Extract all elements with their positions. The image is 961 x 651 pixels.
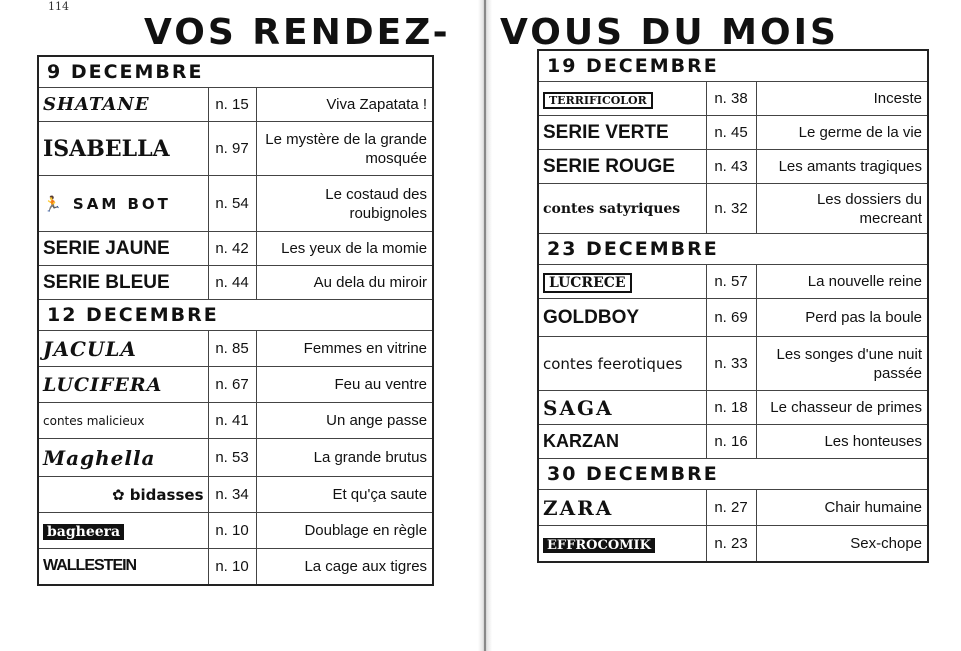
issue-number: n. 57 (706, 265, 756, 299)
table-row (538, 425, 928, 459)
table-row (38, 403, 433, 439)
story-title: Feu au ventre (256, 367, 433, 403)
series-logo: LUCRECE (538, 265, 706, 299)
story-title: La grande brutus (256, 439, 433, 477)
series-logo: 🏃 SAM BOT (38, 176, 208, 232)
table-row (538, 391, 928, 425)
date-heading: 9 DECEMBRE (38, 56, 433, 88)
table-row (38, 439, 433, 477)
issue-number: n. 45 (706, 116, 756, 150)
series-logo: ISABELLA (38, 122, 208, 176)
date-heading: 30 DECEMBRE (538, 459, 928, 490)
story-title: Le mystère de la grande mosquée (256, 122, 433, 176)
table-row (38, 331, 433, 367)
issue-number: n. 18 (706, 391, 756, 425)
story-title: Chair humaine (756, 490, 928, 526)
schedule-table-right (537, 49, 929, 563)
header-right: VOUS DU MOIS (500, 12, 839, 53)
issue-number: n. 10 (208, 549, 256, 585)
series-logo: bagheera (38, 513, 208, 549)
issue-number: n. 38 (706, 82, 756, 116)
schedule-table-left (37, 55, 434, 586)
issue-number: n. 44 (208, 266, 256, 300)
table-row (38, 176, 433, 232)
table-row (38, 266, 433, 300)
issue-number: n. 97 (208, 122, 256, 176)
date-heading: 19 DECEMBRE (538, 50, 928, 82)
table-row (38, 549, 433, 585)
issue-number: n. 34 (208, 477, 256, 513)
table-row (38, 122, 433, 176)
story-title: Le germe de la vie (756, 116, 928, 150)
story-title: Les songes d'une nuit passée (756, 337, 928, 391)
table-row (538, 82, 928, 116)
page-number: 114 (48, 0, 69, 13)
flower-icon: ✿ (111, 485, 125, 504)
issue-number: n. 10 (208, 513, 256, 549)
issue-number: n. 41 (208, 403, 256, 439)
series-logo: SERIE VERTE (538, 116, 706, 150)
series-logo: WALLESTEIN (38, 549, 208, 585)
issue-number: n. 54 (208, 176, 256, 232)
issue-number: n. 33 (706, 337, 756, 391)
story-title: Un ange passe (256, 403, 433, 439)
story-title: Les dossiers du mecreant (756, 184, 928, 234)
story-title: Inceste (756, 82, 928, 116)
story-title: Le chasseur de primes (756, 391, 928, 425)
series-logo: contes malicieux (38, 403, 208, 439)
table-row (538, 526, 928, 562)
series-logo: SERIE BLEUE (38, 266, 208, 300)
story-title: Les honteuses (756, 425, 928, 459)
issue-number: n. 32 (706, 184, 756, 234)
issue-number: n. 15 (208, 88, 256, 122)
issue-number: n. 16 (706, 425, 756, 459)
table-row (538, 150, 928, 184)
issue-number: n. 53 (208, 439, 256, 477)
table-row (38, 232, 433, 266)
series-logo: contes satyriques (538, 184, 706, 234)
series-logo: SHATANE (38, 88, 208, 122)
table-row (38, 513, 433, 549)
page-fold (484, 0, 486, 651)
table-row (538, 337, 928, 391)
issue-number: n. 69 (706, 299, 756, 337)
table-row (538, 184, 928, 234)
issue-number: n. 27 (706, 490, 756, 526)
table-row (38, 367, 433, 403)
issue-number: n. 67 (208, 367, 256, 403)
series-logo: LUCIFERA (38, 367, 208, 403)
story-title: Viva Zapatata ! (256, 88, 433, 122)
story-title: Au dela du miroir (256, 266, 433, 300)
story-title: La cage aux tigres (256, 549, 433, 585)
table-row (538, 299, 928, 337)
series-logo: JACULA (38, 331, 208, 367)
story-title: Et qu'ça saute (256, 477, 433, 513)
story-title: Femmes en vitrine (256, 331, 433, 367)
series-logo: SERIE ROUGE (538, 150, 706, 184)
series-logo: KARZAN (538, 425, 706, 459)
story-title: Doublage en règle (256, 513, 433, 549)
series-logo: EFFROCOMIK (538, 526, 706, 562)
issue-number: n. 23 (706, 526, 756, 562)
series-logo: SERIE JAUNE (38, 232, 208, 266)
story-title: La nouvelle reine (756, 265, 928, 299)
issue-number: n. 43 (706, 150, 756, 184)
table-row (538, 265, 928, 299)
table-row (38, 477, 433, 513)
date-heading: 23 DECEMBRE (538, 234, 928, 265)
story-title: Les amants tragiques (756, 150, 928, 184)
series-logo: ZARA (538, 490, 706, 526)
story-title: Les yeux de la momie (256, 232, 433, 266)
table-row (538, 116, 928, 150)
table-row (538, 490, 928, 526)
story-title: Sex-chope (756, 526, 928, 562)
issue-number: n. 85 (208, 331, 256, 367)
series-logo: ✿ bidasses (38, 477, 208, 513)
series-logo: SAGA (538, 391, 706, 425)
table-row (38, 88, 433, 122)
header-left: VOS RENDEZ- (144, 12, 451, 53)
issue-number: n. 42 (208, 232, 256, 266)
story-title: Le costaud des roubignoles (256, 176, 433, 232)
running-man-icon: 🏃 (43, 194, 65, 213)
series-logo: GOLDBOY (538, 299, 706, 337)
series-logo: TERRIFICOLOR (538, 82, 706, 116)
series-logo: contes feerotiques (538, 337, 706, 391)
story-title: Perd pas la boule (756, 299, 928, 337)
date-heading: 12 DECEMBRE (38, 300, 433, 331)
series-logo: Maghella (38, 439, 208, 477)
